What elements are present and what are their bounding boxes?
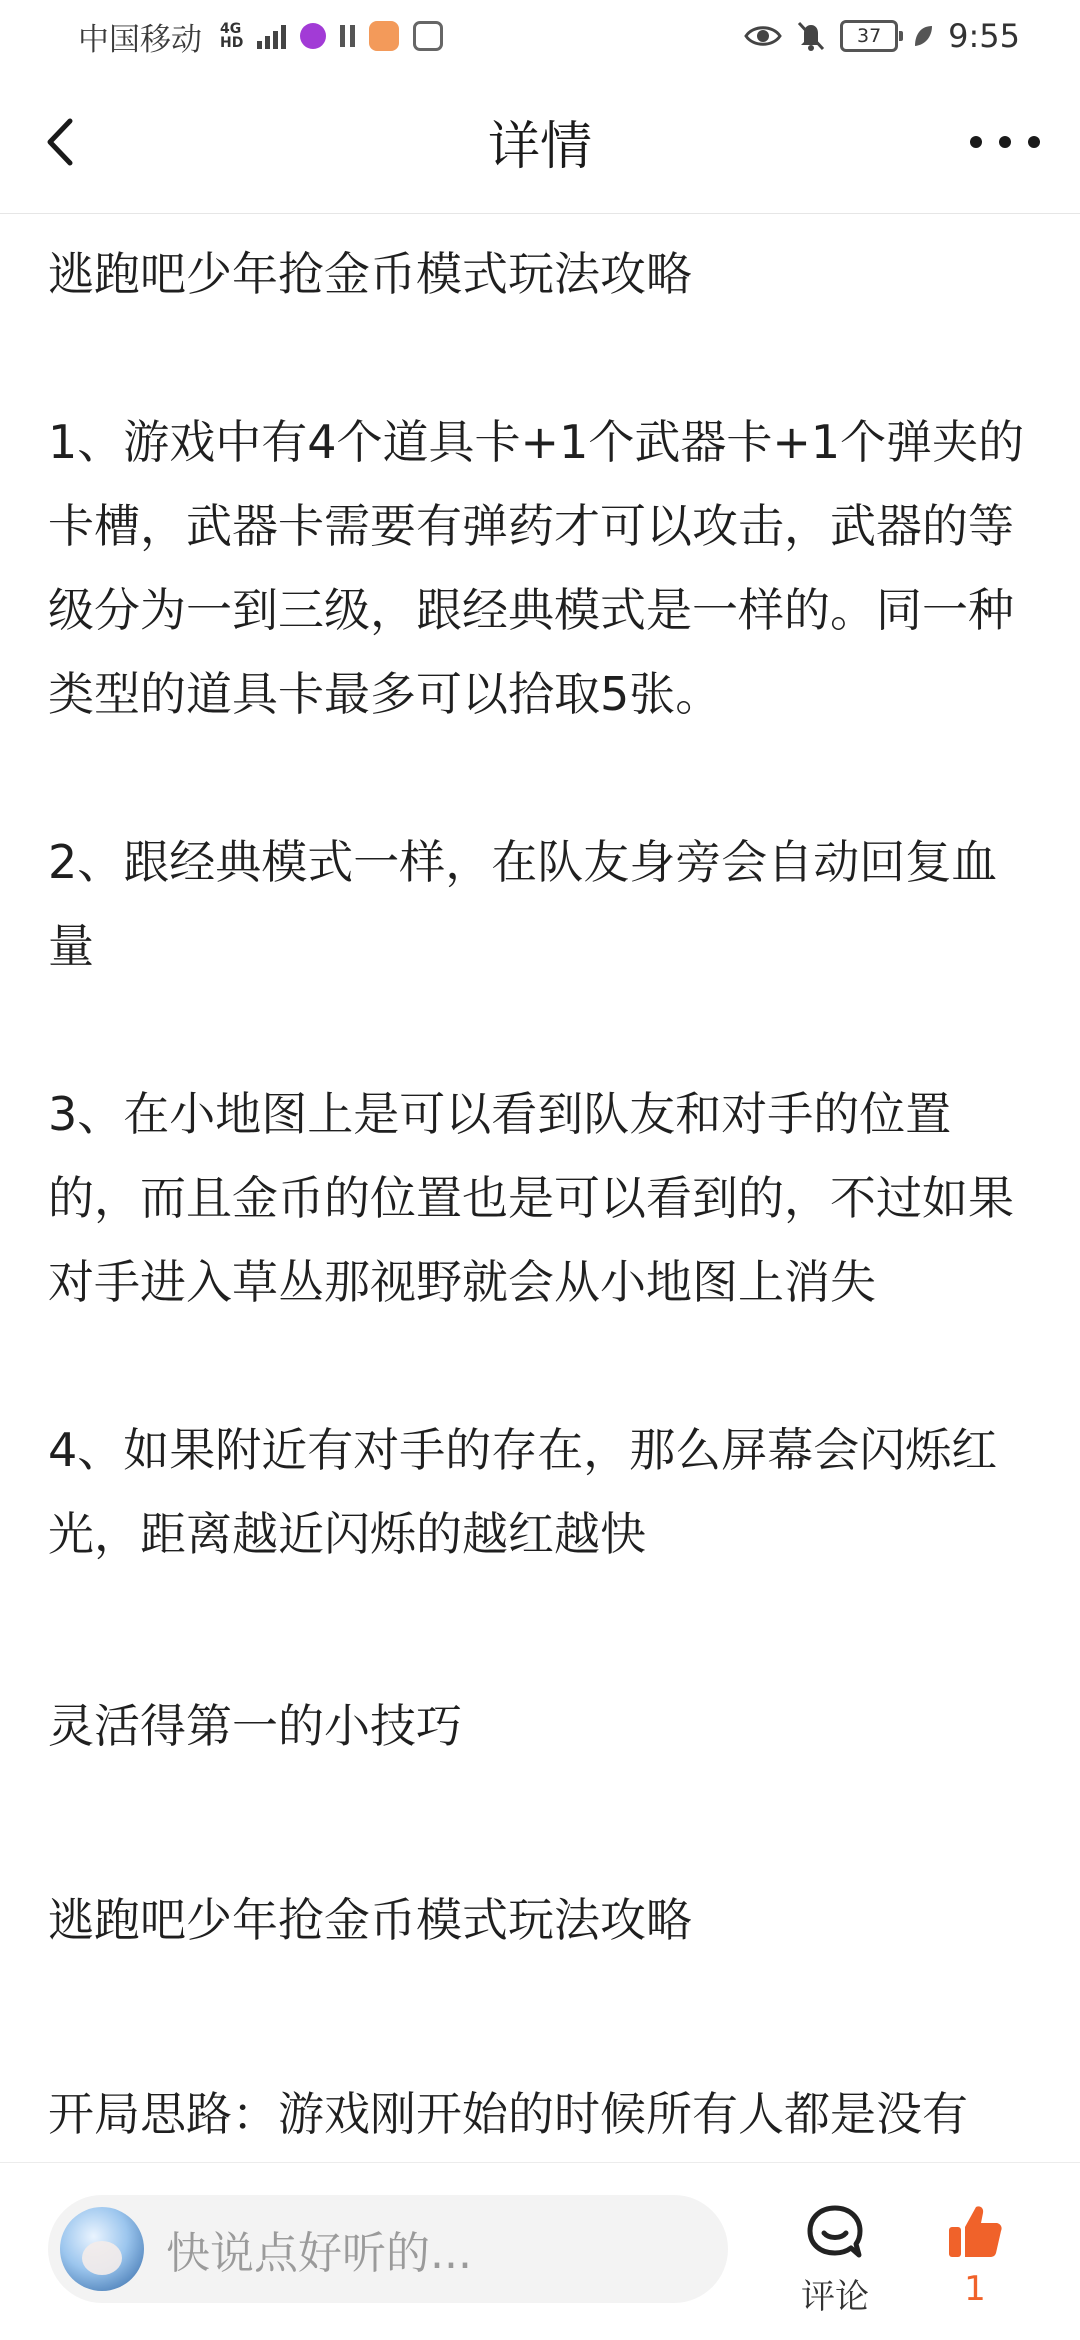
network-type-icon (220, 22, 243, 50)
article-paragraph: 4、如果附近有对手的存在，那么屏幕会闪烁红光，距离越近闪烁的越红越快 (48, 1423, 998, 1561)
more-dots-icon (970, 136, 982, 148)
article-body[interactable] (48, 214, 1038, 2162)
like-count: 1 (964, 2269, 986, 2309)
article-paragraph: 2、跟经典模式一样，在队友身旁会自动回复血量 (48, 835, 998, 973)
leaf-icon (912, 23, 934, 49)
comment-placeholder: 快说点好听的... (166, 2228, 472, 2279)
article-paragraph: 逃跑吧少年抢金币模式玩法攻略 (48, 1893, 692, 1947)
article-paragraph: 逃跑吧少年抢金币模式玩法攻略 (48, 247, 692, 301)
pause-icon (340, 25, 355, 47)
mute-bell-icon (796, 20, 826, 52)
avatar (60, 2207, 144, 2291)
status-right (744, 17, 1020, 55)
carrier-name: 中国移动 (78, 21, 202, 58)
gesture-app-icon (413, 21, 443, 51)
status-bar (0, 0, 1080, 72)
battery-icon: 37 (840, 20, 898, 52)
top-nav-bar (0, 72, 1080, 214)
eye-comfort-icon (744, 23, 782, 49)
more-options-button[interactable] (970, 120, 1040, 164)
comment-input[interactable] (48, 2195, 728, 2303)
clock: 9:55 (948, 17, 1020, 55)
signal-strength-icon (257, 23, 286, 49)
message-app-icon (369, 21, 399, 51)
like-button[interactable] (930, 2203, 1020, 2309)
music-app-icon (300, 23, 326, 49)
comment-bubble-icon (805, 2203, 865, 2261)
status-left (78, 14, 443, 59)
comment-label: 评论 (801, 2277, 869, 2317)
page-title: 详情 (487, 117, 592, 177)
article-paragraph: 1、游戏中有4个道具卡+1个武器卡+1个弹夹的卡槽，武器卡需要有弹药才可以攻击，武器的等级分为一到三级，跟经典模式是一样的。同一种类型的道具卡最多可以拾取5张。 (48, 415, 1025, 721)
network-type-top: 4G (220, 21, 242, 37)
network-type-bottom: HD (220, 35, 244, 51)
article-paragraph: 灵活得第一的小技巧 (48, 1699, 462, 1753)
thumbs-up-icon (946, 2203, 1004, 2261)
comment-button[interactable] (790, 2203, 880, 2318)
article-paragraph: 3、在小地图上是可以看到队友和对手的位置的，而且金币的位置也是可以看到的，不过如果对手进入草丛那视野就会从小地图上消失 (48, 1087, 1014, 1309)
bottom-action-bar (0, 2162, 1080, 2340)
article-paragraph: 开局思路：游戏刚开始的时候所有人都是没有 (48, 2087, 968, 2141)
